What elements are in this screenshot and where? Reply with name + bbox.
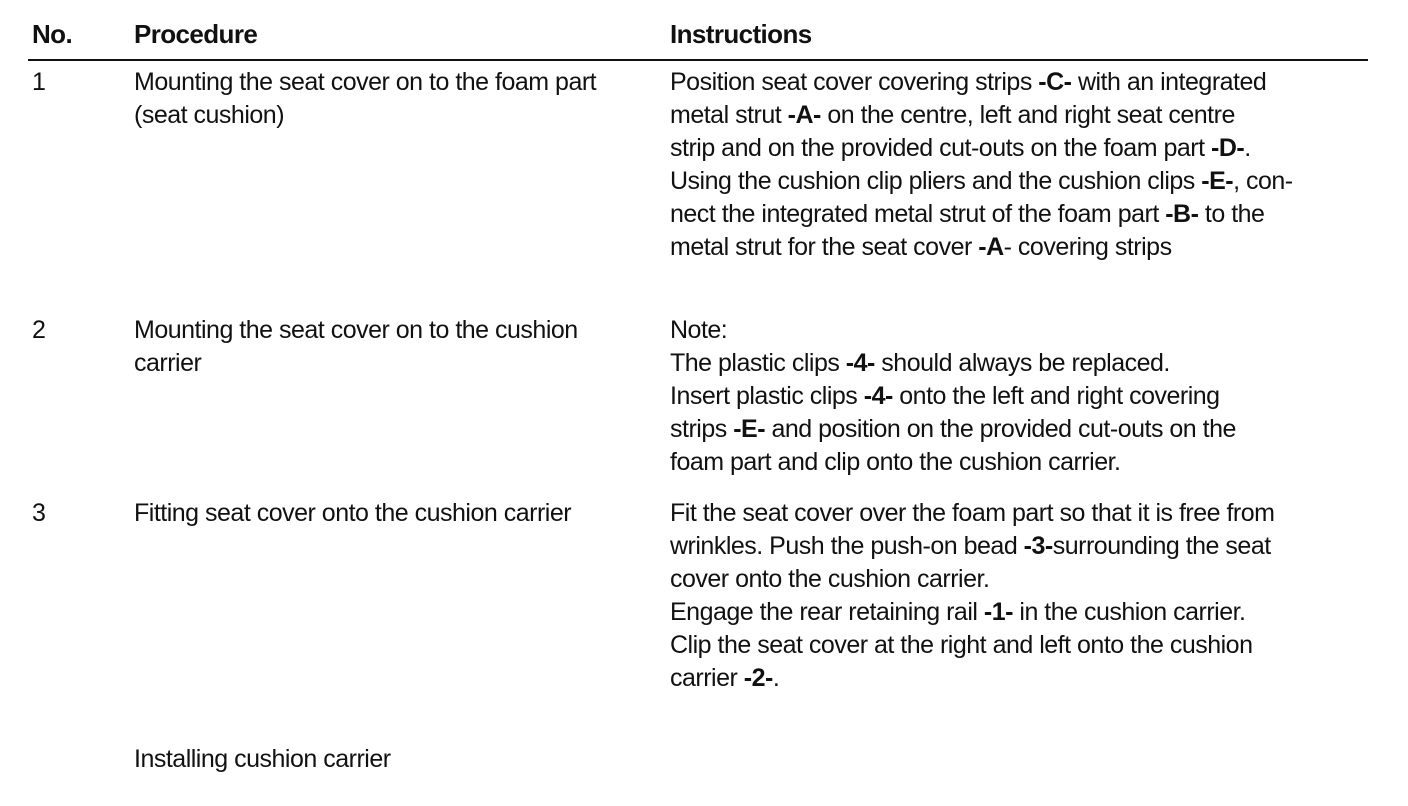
- row-instructions: [670, 314, 1370, 479]
- instruction-text: wrinkles. Push the push-on bead: [670, 532, 1024, 560]
- instruction-text: strips: [670, 415, 734, 443]
- row-procedure: [134, 497, 654, 530]
- instruction-text: with an integrated: [1071, 68, 1267, 96]
- row-number: 2: [32, 316, 46, 344]
- part-reference: -2-: [743, 664, 773, 692]
- instruction-text: should always be replaced.: [874, 349, 1170, 377]
- instruction-text: Engage the rear retaining rail: [670, 598, 984, 626]
- instruction-text: Insert plastic clips: [670, 382, 864, 410]
- row-number: 3: [32, 499, 46, 527]
- part-reference: -E-: [1201, 167, 1234, 195]
- instruction-line: [670, 497, 1370, 530]
- instruction-line: [670, 629, 1370, 662]
- part-reference: -A-: [787, 101, 821, 129]
- part-reference: -C-: [1038, 68, 1072, 96]
- instruction-text: - covering strips: [1003, 233, 1172, 261]
- part-reference: -D-: [1211, 134, 1245, 162]
- part-reference: -3-: [1023, 532, 1053, 560]
- instruction-line: [670, 446, 1370, 479]
- procedure-line: Fitting seat cover onto the cushion carrier: [134, 499, 572, 527]
- part-reference: -4-: [863, 382, 893, 410]
- instruction-text: .: [772, 664, 780, 692]
- part-reference: -B-: [1165, 200, 1199, 228]
- header-divider: [28, 59, 1368, 61]
- part-reference: -1-: [983, 598, 1013, 626]
- instruction-text: metal strut: [670, 101, 788, 129]
- instruction-line: [670, 413, 1370, 446]
- instruction-line: [670, 198, 1370, 231]
- row-procedure: [134, 66, 654, 132]
- instruction-text: strip and on the provided cut-outs on the foam part: [670, 134, 1212, 162]
- part-reference: -E-: [733, 415, 766, 443]
- instruction-text: , con-: [1233, 167, 1293, 195]
- procedure-line: (seat cushion): [134, 101, 285, 129]
- instruction-text: Clip the seat cover at the right and left onto the cushion: [670, 631, 1253, 659]
- instruction-line: [670, 99, 1370, 132]
- instruction-line: [670, 132, 1370, 165]
- instruction-line: [670, 563, 1370, 596]
- instruction-text: Position seat cover covering strips: [670, 68, 1039, 96]
- instruction-line: [670, 662, 1370, 695]
- instruction-text: Using the cushion clip pliers and the cushion clips: [670, 167, 1202, 195]
- instruction-text: cover onto the cushion carrier.: [670, 565, 990, 593]
- instruction-text: nect the integrated metal strut of the foam part: [670, 200, 1166, 228]
- instruction-text: carrier: [670, 664, 744, 692]
- instruction-line: [670, 66, 1370, 99]
- row-procedure: [134, 314, 654, 380]
- instruction-text: on the centre, left and right seat centre: [820, 101, 1235, 129]
- row-instructions: [670, 66, 1370, 264]
- procedure-line: Mounting the seat cover on to the foam part: [134, 68, 597, 96]
- header-instructions: Instructions: [670, 19, 812, 49]
- part-reference: -4-: [845, 349, 875, 377]
- instruction-text: and position on the provided cut-outs on the: [765, 415, 1236, 443]
- instruction-text: The plastic clips: [670, 349, 846, 377]
- row-instructions: [670, 497, 1370, 695]
- instruction-text: Note:: [670, 316, 728, 344]
- header-procedure: Procedure: [134, 19, 258, 49]
- part-reference: -A: [978, 233, 1004, 261]
- procedure-line: Mounting the seat cover on to the cushion: [134, 316, 578, 344]
- header-no: No.: [32, 19, 73, 49]
- instruction-line: [670, 380, 1370, 413]
- instruction-text: metal strut for the seat cover: [670, 233, 979, 261]
- instruction-text: foam part and clip onto the cushion carrier.: [670, 448, 1121, 476]
- instruction-text: in the cushion carrier.: [1012, 598, 1246, 626]
- instruction-line: [670, 165, 1370, 198]
- instruction-line: [670, 596, 1370, 629]
- instruction-text: surrounding the seat: [1052, 532, 1271, 560]
- instruction-text: onto the left and right covering: [892, 382, 1220, 410]
- instruction-text: .: [1244, 134, 1251, 162]
- instruction-line: [670, 231, 1370, 264]
- instruction-line: [670, 530, 1370, 563]
- footer-step: Installing cushion carrier: [134, 745, 391, 773]
- instruction-line: [670, 314, 1370, 347]
- instruction-text: to the: [1198, 200, 1265, 228]
- row-number: 1: [32, 68, 46, 96]
- instruction-line: [670, 347, 1370, 380]
- procedure-line: carrier: [134, 349, 202, 377]
- instruction-text: Fit the seat cover over the foam part so that it is free from: [670, 499, 1275, 527]
